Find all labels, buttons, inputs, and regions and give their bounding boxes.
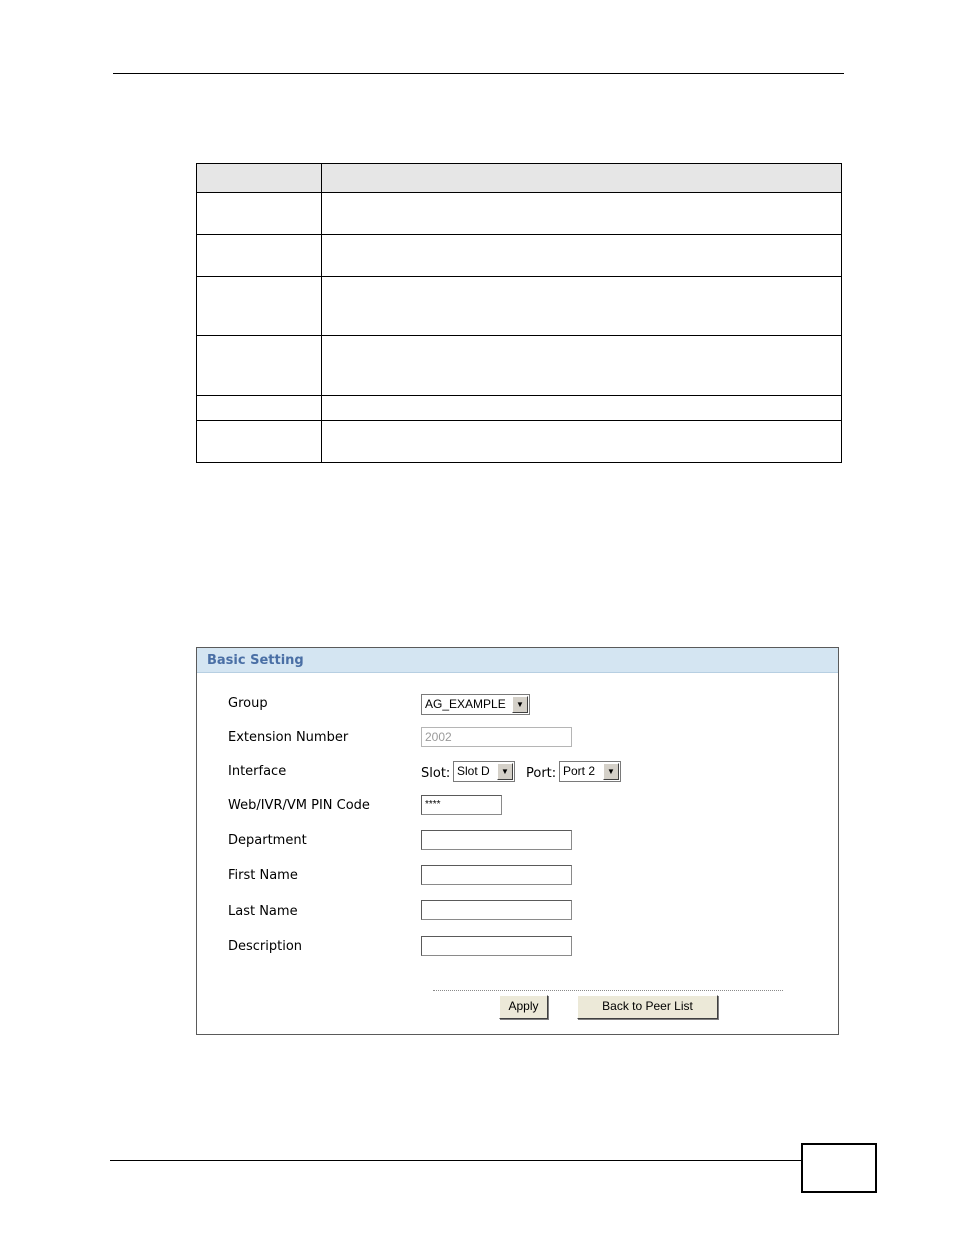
description-label: Description <box>228 939 303 954</box>
first-name-input[interactable] <box>421 865 572 885</box>
department-input[interactable] <box>421 830 572 850</box>
table-header-cell <box>322 164 842 193</box>
chevron-down-icon[interactable]: ▼ <box>512 696 528 713</box>
last-name-input[interactable] <box>421 900 572 920</box>
table-row <box>197 421 842 463</box>
page-number-box <box>801 1143 877 1193</box>
table-row <box>197 277 842 336</box>
group-select[interactable] <box>421 694 530 715</box>
panel-title: Basic Setting <box>197 648 838 673</box>
description-table <box>196 163 842 463</box>
pin-code-input[interactable]: **** <box>421 795 502 815</box>
header-rule <box>113 73 844 74</box>
last-name-label: Last Name <box>228 904 298 919</box>
group-label: Group <box>228 696 268 711</box>
table-header-row <box>197 164 842 193</box>
description-input[interactable] <box>421 936 572 956</box>
slot-label: Slot: <box>421 766 451 781</box>
slot-select-value: Slot D <box>457 764 490 778</box>
footer-rule <box>110 1160 802 1161</box>
table-row <box>197 336 842 396</box>
apply-button[interactable]: Apply <box>499 995 548 1019</box>
group-select-value: AG_EXAMPLE <box>425 697 506 711</box>
basic-setting-panel <box>196 647 839 1035</box>
table-row <box>197 235 842 277</box>
extension-number-label: Extension Number <box>228 730 349 745</box>
table-row <box>197 396 842 421</box>
table-header-cell <box>197 164 322 193</box>
interface-label: Interface <box>228 764 287 779</box>
chevron-down-icon[interactable]: ▼ <box>603 763 619 780</box>
port-select[interactable] <box>559 761 621 782</box>
department-label: Department <box>228 833 307 848</box>
back-to-peer-list-button[interactable]: Back to Peer List <box>577 995 718 1019</box>
button-divider <box>433 990 783 991</box>
chevron-down-icon[interactable]: ▼ <box>497 763 513 780</box>
pin-code-label: Web/IVR/VM PIN Code <box>228 798 370 813</box>
slot-select[interactable] <box>453 761 515 782</box>
first-name-label: First Name <box>228 868 298 883</box>
port-label: Port: <box>526 766 557 781</box>
table-row <box>197 193 842 235</box>
port-select-value: Port 2 <box>563 764 596 778</box>
extension-number-input[interactable]: 2002 <box>421 727 572 747</box>
